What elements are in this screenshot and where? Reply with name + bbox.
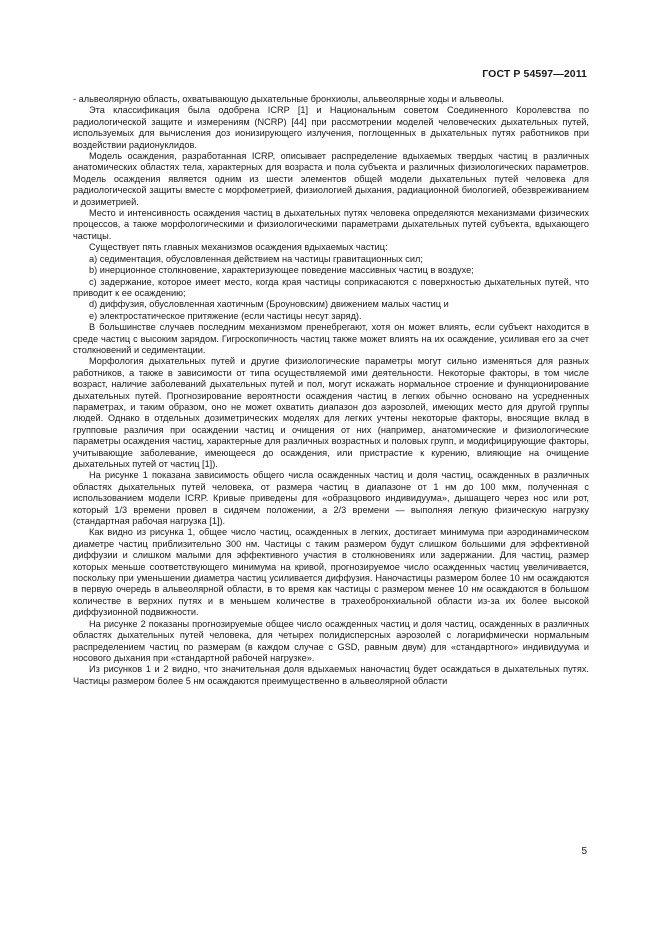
- paragraph-figure-1: На рисунке 1 показана зависимость общего числа осажденных частиц и доля частиц, осажденных в различных областях дыхательных путей человека, от размера частиц в диапазоне от 1 нм до 100 мкм, полученная с использованием модели ICRP. Кривые приведены для «образцового индивидуума», дышащего через нос или рот, который 1/3 времени провел в сидячем положении, а 2/3 времени — выполняя легкую физическую нагрузку (стандартная рабочая нагрузка [1]).: [73, 470, 589, 527]
- paragraph-five-mechanisms: Существует пять главных механизмов осаждения вдыхаемых частиц:: [89, 242, 388, 253]
- paragraph-figure-2: На рисунке 2 показаны прогнозируемые общее число осажденных частиц и доля частиц, осажденных в различных областях дыхательных путей человека, для четырех полидисперсных аэрозолей с логарифмически нормальным распределением частиц по размерам (в каждом случае с GSD, равным двум) для «стандартного» индивидуума и носового дыхания при «стандартной рабочей нагрузке».: [73, 618, 589, 663]
- paragraph-morphology: Морфология дыхательных путей и другие физиологические параметры могут сильно изменяться для разных работников, а также в зависимости от типа осуществляемой ими деятельности. Некоторые факторы, в том числе возраст, наличие заболеваний дыхательных путей и пол, могут искажать нормальное строение и функционирование дыхательных путей. Прогнозирование вероятности осаждения частиц в легких обычно основано на усредненных параметрах, и таким образом, оно не может охватить диапазон доз аэрозолей, имеющих место для другой группы людей. Однако в отдельных дозиметрических моделях для легких учтены некоторые факторы, вносящие вклад в групповые различия при осаждении частиц и очищения от них (например, анатомические и физиологические параметры осаждения частиц, характерные для различных возрастных и половых групп, и модифицирующие факторы, учитывающие заболевание, имеющееся до осаждения, или пристрастие к курению, влияющие на очищение дыхательных путей от частиц [1]).: [73, 356, 589, 469]
- paragraph-icrp-classification: Эта классификация была одобрена ICRP [1] и Национальным советом Соединенного Королевства по радиологической защите и измерениям (NCRP) [44] при рассмотрении моделей человеческих дыхательных путей, используемых для вычисления доз ионизирующего излучения, поглощенных в дыхательных путях работников при воздействии радионуклидов.: [73, 105, 589, 150]
- list-item-interception: c) задержание, которое имеет место, когда края частицы соприкасаются с поверхностью дыхательных путей, что приводит к ее осаждению;: [73, 276, 589, 298]
- paragraph-alveolar-region: - альвеолярную область, охватывающую дыхательные бронхиолы, альвеолярные ходы и альвеолы.: [73, 94, 504, 104]
- paragraph-figure-1-analysis: Как видно из рисунка 1, общее число частиц, осажденных в легких, достигает минимума при аэродинамическом диаметре частиц приблизительно 300 нм. Частицы с таким размером будут слишком большими для эффективной диффузии и слишком малыми для эффективного участия в столкновениях или задержании. Для частиц, размер которых меньше соответствующего минимума на кривой, прогнозируемое число осажденных частиц увеличивается, поскольку при уменьшении диаметра частиц усиливается диффузия. Наночастицы размером более 10 нм осаждаются в первую очередь в альвеолярной области, в то время как частицы с размером менее 10 нм осаждаются в большом количестве в верхних путях и в меньшем количестве в трахеобронхиальной области из-за их более высокой диффузионной подвижности.: [73, 527, 589, 618]
- document-body: [73, 94, 589, 687]
- paragraph-nanoparticle-deposition: Из рисунков 1 и 2 видно, что значительная доля вдыхаемых наночастиц будет осаждаться в дыхательных путях. Частицы размером более 5 нм осаждаются преимущественно в альвеолярной области: [73, 664, 589, 686]
- document-code-header: ГОСТ Р 54597—2011: [482, 68, 587, 80]
- paragraph-deposition-mechanisms-intro: Место и интенсивность осаждения частиц в дыхательных путях человека определяются механизмами физических процессов, а также морфологическими и физиологическими параметрами дыхательных путей субъекта, вдыхающего частицы.: [73, 208, 589, 241]
- list-item-sedimentation: a) седиментация, обусловленная действием на частицы гравитационных сил;: [89, 253, 423, 264]
- paragraph-deposition-model: Модель осаждения, разработанная ICRP, описывает распределение вдыхаемых твердых частиц в различных анатомических областях тела, характерных для возраста и пола субъекта и различных физиологических параметров. Модель осаждения является одним из шести элементов общей модели дыхательных путей человека для радиологической защиты вместе с морфометрией, физиологией дыхания, радиационной биологией, обезвреживанием и дозиметрией.: [73, 151, 589, 207]
- page-number: 5: [581, 846, 587, 857]
- list-item-diffusion: d) диффузия, обусловленная хаотичным (Броуновским) движением малых частиц и: [89, 299, 449, 310]
- list-item-impaction: b) инерционное столкновение, характеризующее поведение массивных частиц в воздухе;: [89, 265, 474, 276]
- paragraph-hygroscopicity: В большинстве случаев последним механизмом пренебрегают, хотя он может влиять, если субъект находится в среде частиц с высоким зарядом. Гигроскопичность частиц также может влиять на их осаждение, усиливая его за счет столкновений и седиментации.: [73, 322, 589, 355]
- list-item-electrostatic: e) электростатическое притяжение (если частицы несут заряд).: [89, 310, 362, 321]
